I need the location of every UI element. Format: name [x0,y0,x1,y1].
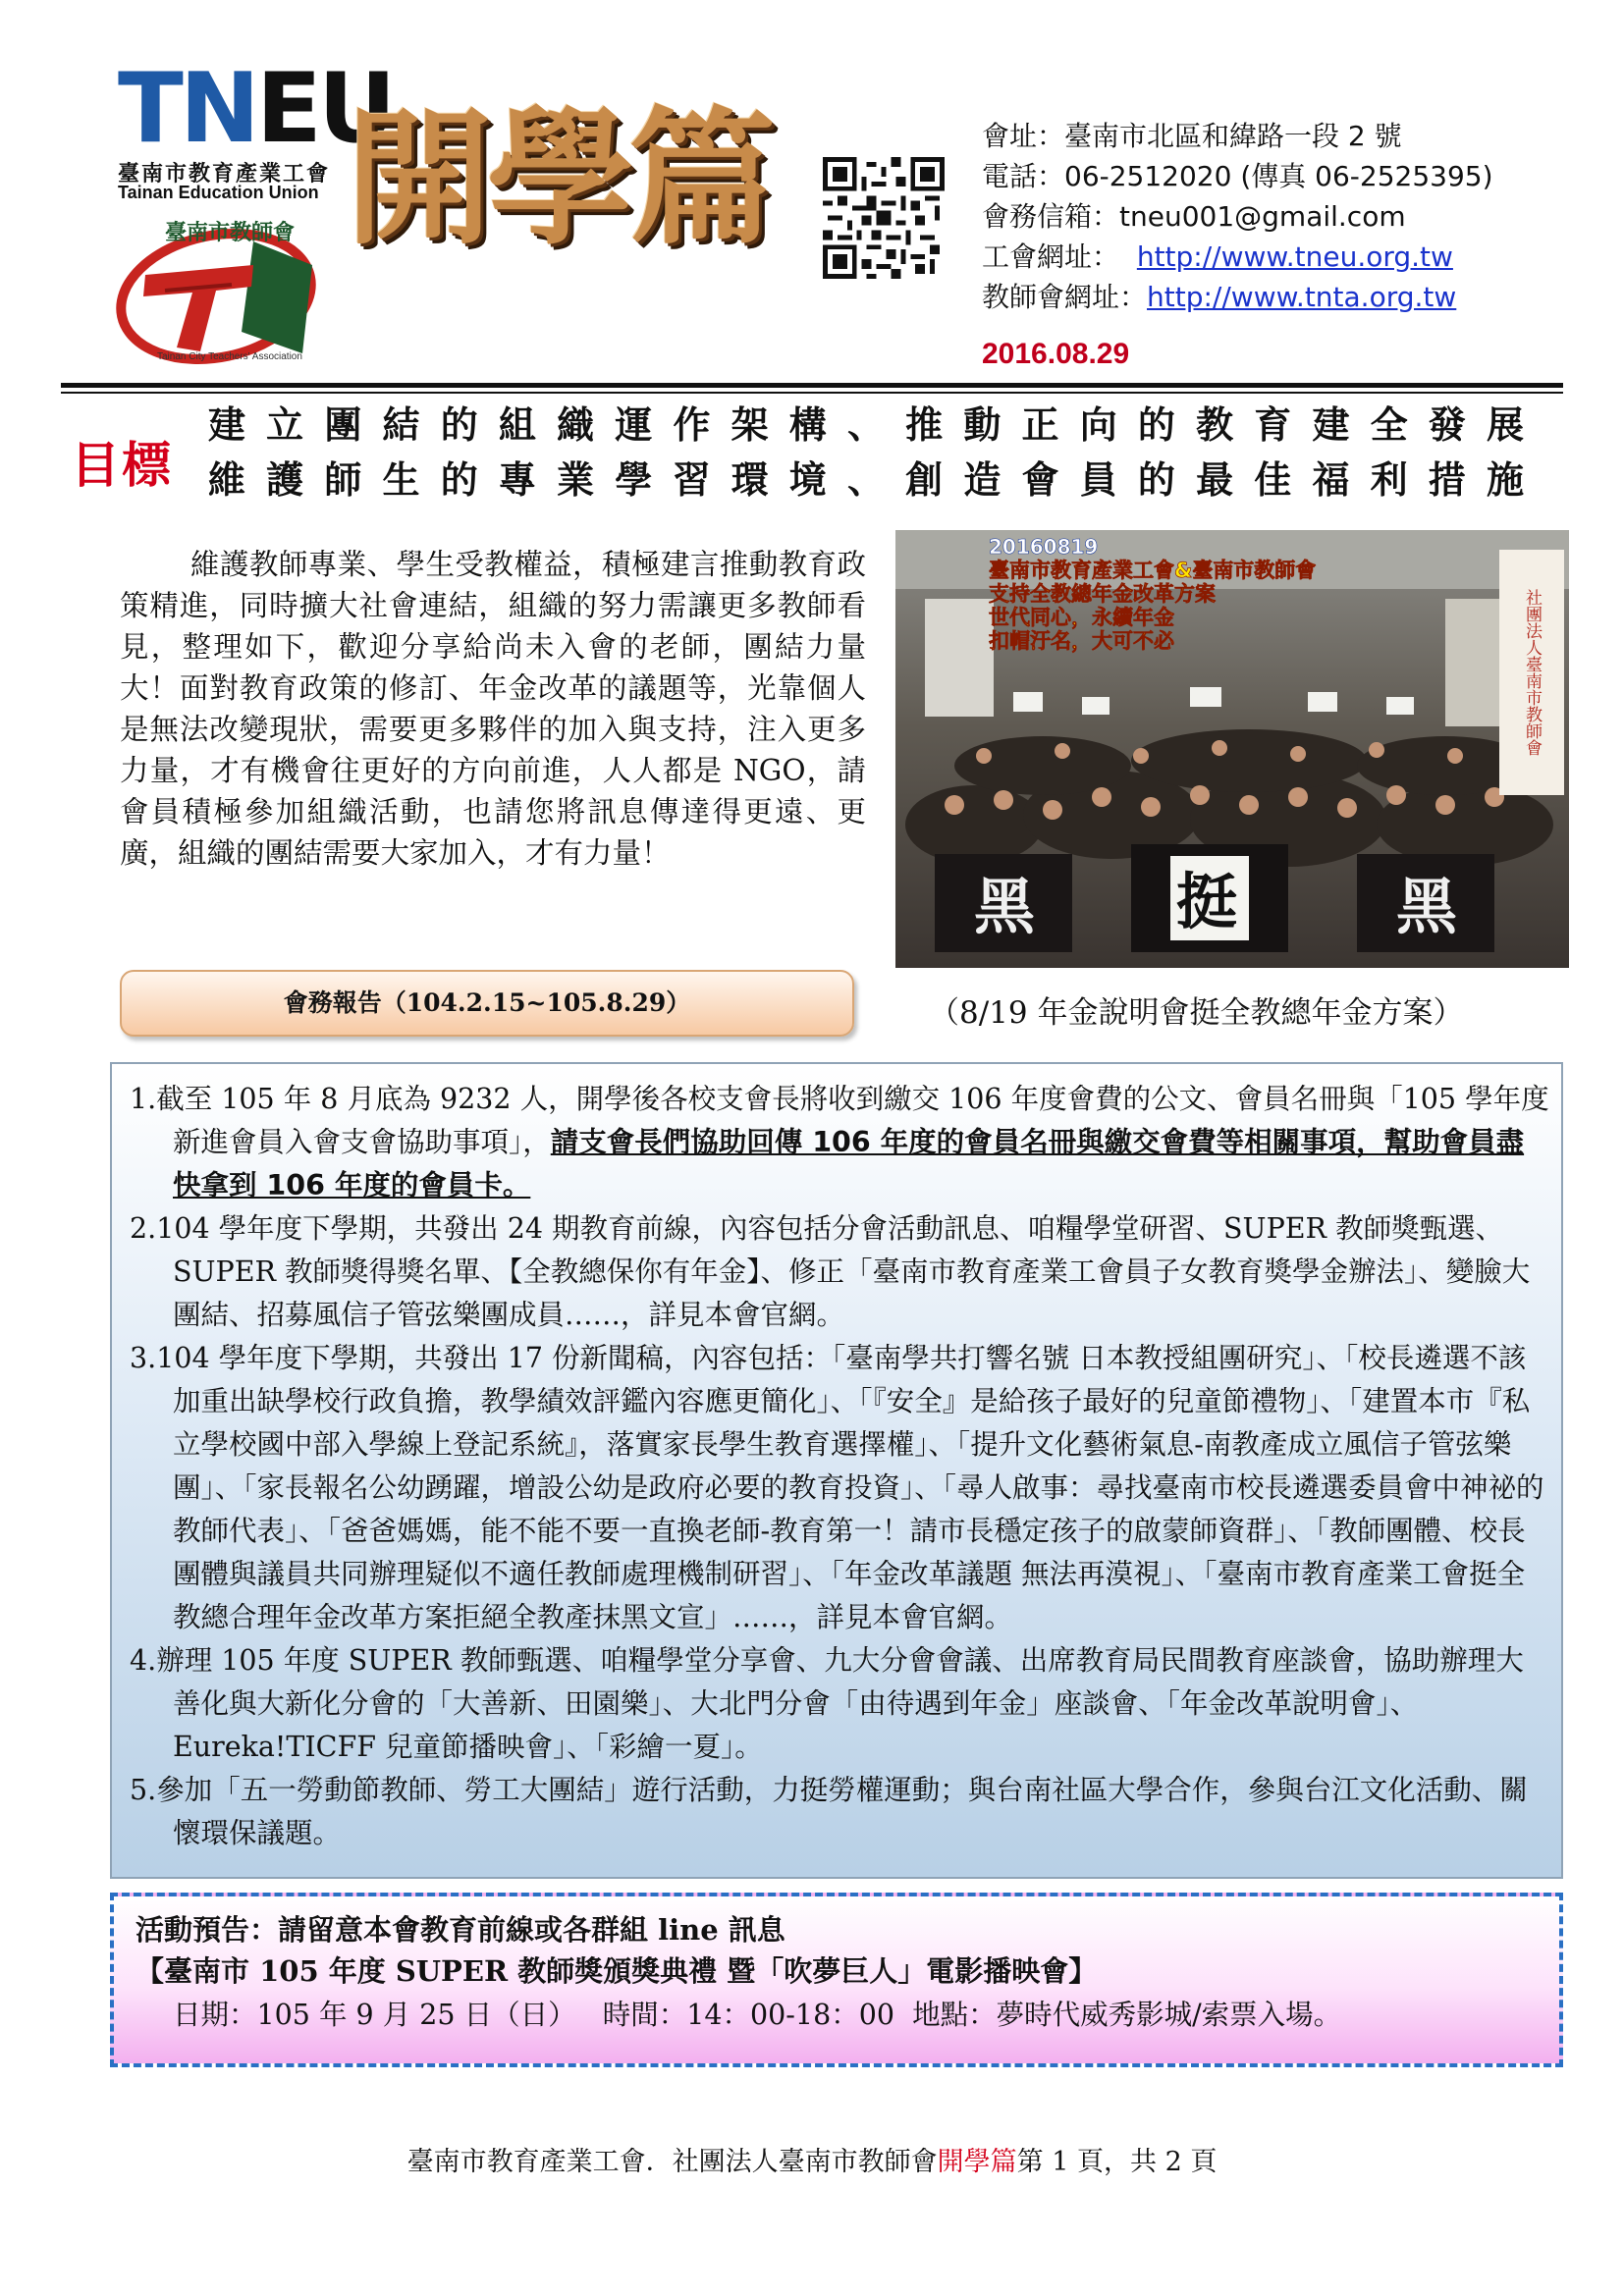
event-notice: 活動預告：請留意本會教育前線或各群組 line 訊息 [135,1913,785,1947]
header-rule-thin [61,392,1563,394]
report-item-5: 5.參加「五一勞動節教師、勞工大團結」遊行活動，力挺勞權運動；與台南社區大學合作，參與台江文化活動、關懷環保議題。 [130,1774,1528,1849]
goal-line-1: 建立團結的組織運作架構、推動正向的教育建全發展 [208,403,1524,447]
tneu-logo: TNEU [118,53,393,165]
report-title-button[interactable]: 會務報告（104.2.15~105.8.29） [120,970,854,1037]
issue-date: 2016.08.29 [982,338,1130,370]
rally-photo [895,530,1569,968]
sign-left: 黑 [974,871,1036,942]
banner-line-2: 支持全教總年金改革方案 [989,582,1216,606]
union-name-en: Tainan Education Union [118,183,319,202]
email: 會務信箱：tneu001@gmail.com [982,200,1406,233]
contact-info [982,116,1493,317]
tta-site-link[interactable]: http://www.tnta.org.tw [1147,281,1457,313]
address: 會址：臺南市北區和緯路一段 2 號 [982,120,1402,152]
sign-right: 黑 [1396,871,1458,942]
header-rule [61,383,1563,388]
tta-site-label: 教師會網址： [982,281,1148,313]
goal-label: 目標 [71,437,173,494]
page-footer: 臺南市教育產業工會．社團法人臺南市教師會開學篇第 1 頁，共 2 頁 [406,2147,1218,2177]
report-item-1-highlight: 請支會長們協助回傳 106 年度的會員名冊與繳交會費等相關事項，幫助會員盡快拿到 106 年度的會員卡。 [173,1126,1525,1201]
banner-line-1: 臺南市教育產業工會&臺南市教師會 [989,559,1317,582]
phone: 電話：06-2512020 (傳真 06-2525395) [982,160,1493,192]
goal-line-2: 維護師生的專業學習環境、創造會員的最佳福利措施 [208,458,1524,502]
tta-name-en: Tainan City Teachers' Association [157,351,302,362]
masthead-title: 開學篇 [346,94,771,265]
banner-date: 20160819 [989,535,1099,559]
side-banner-text: 社團法人臺南市教師會 [1522,589,1542,756]
report-list [130,1078,1551,1855]
event-info: 日期：105 年 9 月 25 日（日） 時間：14：00-18：00 地點：夢時代威秀影城/索票入場。 [173,1999,1342,2031]
report-item-2: 2.104 學年度下學期，共發出 24 期教育前線，內容包括分會活動訊息、咱糧學堂研習、SUPER 教師獎甄選、SUPER 教師獎得獎名單、【全教總保你有年金】、修正「臺南市教育產業工會員子女教育獎學金辦法」、變臉大團結、招募風信子管弦樂團成員……，詳見本會官網。 [130,1212,1531,1331]
banner-line-4: 扣帽汙名，大可不必 [989,629,1174,653]
union-site-label: 工會網址： [982,240,1120,273]
banner-line-3: 世代同心，永續年金 [989,606,1174,629]
report-item-4: 4.辦理 105 年度 SUPER 教師甄選、咱糧學堂分享會、九大分會會議、出席教育局民間教育座談會，協助辦理大善化與大新化分會的「大善新、田園樂」、大北門分會「由待遇到年金」座談會、「年金改革說明會」、Eureka!TICFF 兒童節播映會」、「彩繪一夏」。 [130,1644,1524,1763]
union-name-cn: 臺南市教育產業工會 [118,162,331,187]
intro-paragraph: 維護教師專業、學生受教權益，積極建言推動教育政策精進，同時擴大社會連結，組織的努力需讓更多教師看見，整理如下，歡迎分享給尚未入會的老師，團結力量大！面對教育政策的修訂、年金改革的議題等，光靠個人是無法改變現狀，需要更多夥伴的加入與支持，注入更多力量，才有機會往更好的方向前進，人人都是 NGO，請會員積極參加組織活動，也請您將訊息傳達得更遠、更廣，組織的團結需要大家加入，才有力量！ [120,548,866,870]
sign-center: 挺 [1176,866,1238,937]
report-item-1: 1.截至 105 年 8 月底為 9232 人，開學後各校支會長將收到繳交 106 年度會費的公文、會員名冊與「105 學年度新進會員入會支會協助事項」，請支會長們協助回傳 106 年度的會員名冊與繳交會費等相關事項，幫助會員盡快拿到 106 年度的會員卡。 [130,1083,1549,1201]
qr-code-icon[interactable] [823,157,945,279]
tta-logo-text: 臺南市教師會 [165,221,296,245]
report-item-3: 3.104 學年度下學期，共發出 17 份新聞稿，內容包括：「臺南學共打響名號 日本教授組團研究」、「校長遴選不該加重出缺學校行政負擔，教學績效評鑑內容應更簡化」、「『安全』是給孩子最好的兒童節禮物」、「建置本市『私立學校國中部入學線上登記系統』，落實家長學生教育選擇權」、「提升文化藝術氣息-南教產成立風信子管弦樂團」、「家長報名公幼踴躍，增設公幼是政府必要的教育投資」、「尋人啟事：尋找臺南市校長遴選委員會中神祕的教師代表」、「爸爸媽媽，能不能不要一直換老師-教育第一！請市長穩定孩子的啟蒙師資群」、「教師團體、校長團體與議員共同辦理疑似不適任教師處理機制研習」、「年金改革議題 無法再漠視」、「臺南市教育產業工會挺全教總合理年金改革方案拒絕全教產抹黑文宣」……，詳見本會官網。 [130,1342,1544,1633]
tta-logo [106,206,332,365]
union-site-link[interactable]: http://www.tneu.org.tw [1136,240,1453,273]
event-title: 【臺南市 105 年度 SUPER 教師獎頒獎典禮 暨「吹夢巨人」電影播映會】 [135,1954,1098,1988]
photo-caption: （8/19 年金說明會挺全教總年金方案） [929,995,1464,1031]
